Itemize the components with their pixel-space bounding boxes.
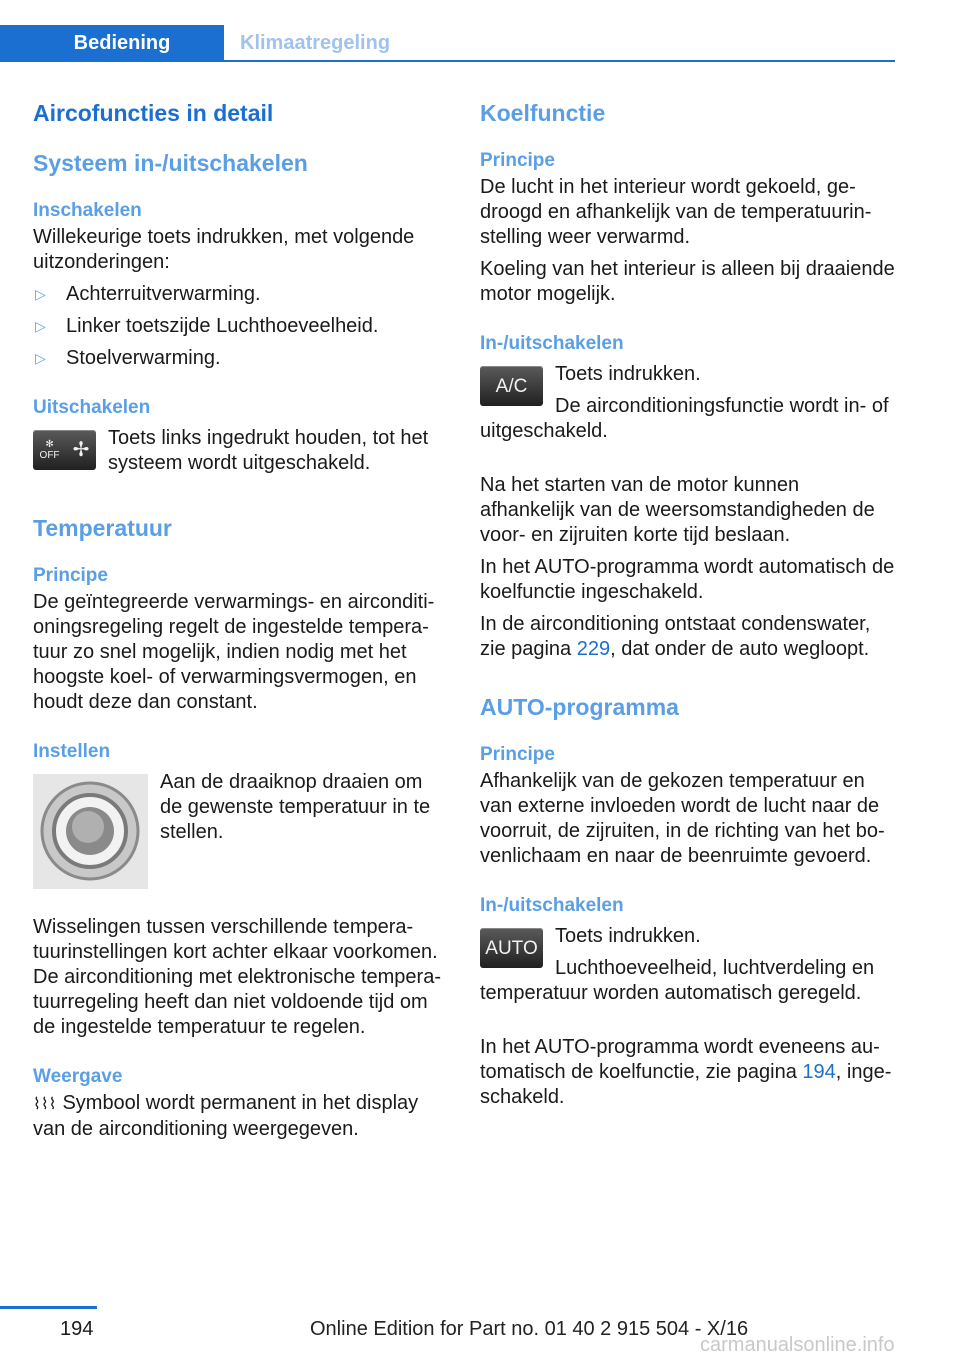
page-link-229[interactable]: 229 [576,638,611,660]
paragraph: De geïntegreerde verwarmings- en airconditioningsregeling regelt de ingestelde temperatuur zo snel mogelijk, indien nodig met het hoogste koel- of verwarmingsvermogen, en houdt deze dan constant. [33,591,435,713]
paragraph: In het AUTO-programma wordt automatisch de koelfunctie ingeschakeld. [480,556,895,603]
left-column [33,98,448,1149]
page-title: Aircofuncties in detail [33,100,274,126]
paragraph: In de airconditioning ontstaat condenswater, zie pagina 229, dat onder de auto wegloopt. [480,613,871,660]
off-key-block [33,426,448,483]
subheading-uitschakelen: Uitschakelen [33,397,151,418]
paragraph: In het AUTO-programma wordt eveneens automatisch de koelfunctie, zie pagina 194, ingeschakeld. [480,1036,892,1108]
list-item: ▷ Stoelverwarming. [35,347,221,369]
paragraph: De lucht in het interieur wordt gekoeld, gedroogd en afhankelijk van de temperatuurinstelling weer verwarmd. [480,176,872,248]
edition-text: Online Edition for Part no. 01 40 2 915 504 - X/16 [310,1318,749,1340]
section-title-temperatuur: Temperatuur [33,515,172,541]
ac-key-image: A/C [480,366,543,406]
subheading-principe: Principe [480,150,555,171]
ac-key-block [480,362,898,451]
page-link-194[interactable]: 194 [802,1061,836,1083]
triangle-bullet-icon: ▷ [35,286,46,302]
off-fan-key-image [33,430,96,470]
tab-klimaatregeling[interactable]: Klimaatregeling [240,31,391,54]
auto-key-image: AUTO [480,928,543,968]
watermark: carmanualsonline.info [700,1334,895,1356]
auto-key-block [480,924,898,1013]
fan-icon: ✢ [72,438,90,461]
paragraph: Na het starten van de motor kunnen afhankelijk van de weersomstandigheden de voor- en zijruiten korte tijd beslaan. [480,474,875,546]
rotary-knob-image [33,774,148,889]
chapter-tabs [0,25,895,61]
subheading-inschakelen: Inschakelen [33,200,142,221]
right-column [480,98,898,1117]
paragraph: Wisselingen tussen verschillende temperatuurinstellingen kort achter elkaar voorkomen. De airconditioning met elektronische temperatuurregeling heeft dan niet voldoende tijd om de ingestelde temperatuur te regelen. [33,916,441,1038]
paragraph: ⌇⌇⌇ Symbool wordt permanent in het display van de airconditioning weergegeven. [33,1092,419,1140]
paragraph: Toets indrukken. [555,363,701,385]
paragraph: Afhankelijk van de gekozen temperatuur en van externe invloeden wordt de lucht naar de voorruit, de zijruiten, in de richting van het bovenlichaam en naar de beenruimte gevoerd. [480,770,885,867]
paragraph: De airconditioningsfunctie wordt in- of uitgeschakeld. [480,395,889,442]
subheading-instellen: Instellen [33,741,111,762]
subheading-principe: Principe [33,565,108,586]
fan-off-icon: ✻ OFF [39,439,60,461]
knob-block [33,770,448,893]
paragraph: Toets indrukken. [555,925,701,947]
list-item: ▷ Achterruitverwarming. [35,283,261,305]
subheading-principe: Principe [480,744,555,765]
header-rule [0,60,895,62]
rotary-knob-icon [38,779,143,884]
triangle-bullet-icon: ▷ [35,350,46,366]
section-title-auto-programma: AUTO-programma [480,694,679,720]
subheading-in-uitschakelen: In-/uitschakelen [480,895,624,916]
page-number: 194 [60,1318,94,1340]
cooling-symbol-icon: ⌇⌇⌇ [33,1096,57,1113]
list-item: ▷ Linker toetszijde Luchthoeveelheid. [35,315,379,337]
paragraph: Koeling van het interieur is alleen bij draaiende motor mogelijk. [480,258,895,305]
paragraph: Toets links ingedrukt houden, tot het systeem wordt uitgeschakeld. [108,427,429,474]
paragraph: Willekeurige toets indrukken, met volgende uitzonderingen: [33,226,415,273]
tab-bediening[interactable]: Bediening [0,25,224,61]
section-title-systeem: Systeem in-/uitschakelen [33,150,308,176]
footer-rule [0,1306,97,1309]
subheading-in-uitschakelen: In-/uitschakelen [480,333,624,354]
section-title-koelfunctie: Koelfunctie [480,100,606,126]
subheading-weergave: Weergave [33,1066,123,1087]
paragraph: Luchthoeveelheid, luchtverdeling en temperatuur worden automatisch geregeld. [480,957,875,1004]
paragraph: Aan de draaiknop draaien om de gewenste temperatuur in te stellen. [160,771,431,843]
triangle-bullet-icon: ▷ [35,318,46,334]
exceptions-list [33,282,448,371]
